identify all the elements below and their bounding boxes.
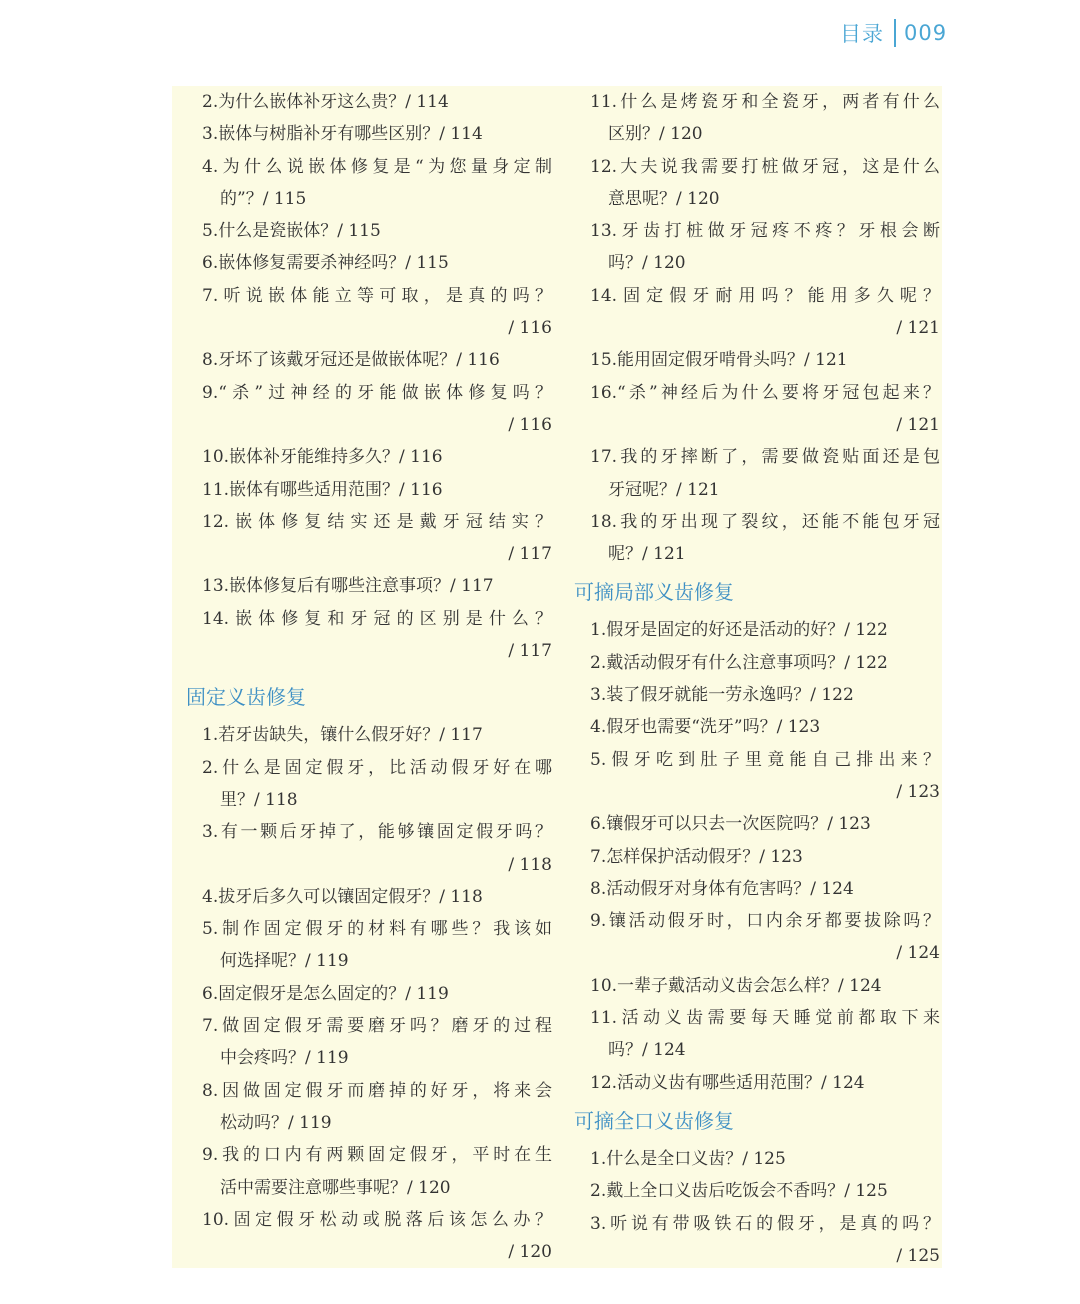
toc-entry-title: 12.大夫说我需要打桩做牙冠，这是什么 (590, 156, 940, 177)
toc-entry-title: 12.嵌体修复结实还是戴牙冠结实？ (202, 511, 552, 532)
toc-entry-title: 7.怎样保护活动假牙？/ 123 (590, 846, 803, 867)
toc-entry-title: 1.假牙是固定的好还是活动的好？/ 122 (590, 620, 888, 641)
toc-entry[interactable] (186, 603, 552, 668)
toc-entry-title: 18.我的牙出现了裂纹，还能不能包牙冠 (590, 511, 940, 532)
toc-entry[interactable] (186, 377, 552, 442)
toc-entry[interactable] (186, 913, 552, 978)
toc-entry-title: 1.什么是全口义齿？/ 125 (590, 1148, 786, 1169)
toc-entry[interactable] (186, 344, 552, 376)
toc-entry-title: 5.制作固定假牙的材料有哪些？我该如 (202, 919, 552, 940)
toc-entry-continuation: 吗？/ 120 (608, 253, 686, 274)
toc-entry-title: 13.牙齿打桩做牙冠疼不疼？牙根会断 (590, 221, 940, 242)
toc-entry-continuation: / 117 (508, 641, 552, 662)
toc-entry[interactable] (574, 215, 940, 280)
toc-entry-continuation: / 121 (896, 414, 940, 435)
toc-entry[interactable] (574, 344, 940, 376)
toc-entry-title: 3.嵌体与树脂补牙有哪些区别？/ 114 (202, 124, 483, 145)
toc-entry-continuation: / 121 (896, 318, 940, 339)
toc-entry[interactable] (574, 711, 940, 743)
toc-entry[interactable] (574, 86, 940, 151)
toc-entry[interactable] (574, 841, 940, 873)
toc-entry[interactable] (574, 873, 940, 905)
toc-entry[interactable] (186, 474, 552, 506)
toc-entry-continuation: / 116 (508, 414, 552, 435)
toc-entry[interactable] (186, 1204, 552, 1269)
toc-entry-title: 6.嵌体修复需要杀神经吗？/ 115 (202, 253, 449, 274)
section-heading-complete-denture: 可摘全口义齿修复 (574, 1108, 734, 1133)
toc-entry-title: 12.活动义齿有哪些适用范围？/ 124 (590, 1072, 865, 1093)
toc-entry-continuation: 区别？/ 120 (608, 124, 703, 145)
toc-entry-continuation: / 125 (896, 1245, 940, 1266)
toc-entry[interactable] (186, 86, 552, 118)
toc-entry-title: 5.假牙吃到肚子里竟能自己排出来？ (590, 749, 940, 770)
toc-entry-continuation: / 123 (896, 781, 940, 802)
toc-entry-title: 8.活动假牙对身体有危害吗？/ 124 (590, 878, 854, 899)
toc-entry-title: 11.什么是烤瓷牙和全瓷牙，两者有什么 (590, 92, 940, 112)
toc-entry-continuation: 的”？/ 115 (220, 188, 307, 209)
toc-list (574, 86, 940, 570)
toc-list (186, 86, 552, 667)
toc-entry-title: 6.固定假牙是怎么固定的？/ 119 (202, 983, 449, 1004)
toc-entry-title: 10.一辈子戴活动义齿会怎么样？/ 124 (590, 975, 882, 996)
toc-entry-title: 3.有一颗后牙掉了，能够镶固定假牙吗？ (202, 822, 552, 843)
toc-entry-continuation: 呢？/ 121 (608, 544, 686, 565)
header-section-title: 目录 (840, 22, 884, 46)
toc-entry-title: 2.戴活动假牙有什么注意事项吗？/ 122 (590, 652, 888, 673)
toc-entry-title: 15.能用固定假牙啃骨头吗？/ 121 (590, 350, 848, 371)
toc-entry[interactable] (574, 1067, 940, 1099)
toc-entry-continuation: 吗？/ 124 (608, 1040, 686, 1061)
toc-entry-continuation: 牙冠呢？/ 121 (608, 479, 720, 500)
toc-entry[interactable] (574, 744, 940, 809)
toc-list (186, 719, 552, 1268)
section-heading-fixed-denture: 固定义齿修复 (186, 685, 306, 710)
toc-entry-title: 11.活动义齿需要每天睡觉前都取下来 (590, 1008, 940, 1029)
toc-entry-title: 4.拔牙后多久可以镶固定假牙？/ 118 (202, 886, 483, 907)
toc-entry-continuation: / 117 (508, 544, 552, 565)
toc-entry[interactable] (574, 905, 940, 970)
toc-entry-title: 7.听说嵌体能立等可取，是真的吗？ (202, 285, 552, 306)
toc-entry-title: 4.假牙也需要“洗牙”吗？/ 123 (590, 717, 821, 738)
toc-entry-continuation: 松动吗？/ 119 (220, 1112, 332, 1133)
toc-entry[interactable] (574, 614, 940, 646)
toc-entry-continuation: 何选择呢？/ 119 (220, 951, 349, 972)
toc-entry-title: 3.听说有带吸铁石的假牙，是真的吗？ (590, 1213, 940, 1234)
toc-entry[interactable] (574, 280, 940, 345)
toc-entry-continuation: 里？/ 118 (220, 789, 298, 810)
toc-entry-title: 16.“杀”神经后为什么要将牙冠包起来？ (590, 382, 940, 403)
toc-entry-title: 4.为什么说嵌体修复是“为您量身定制 (202, 156, 552, 177)
toc-entry[interactable] (186, 1075, 552, 1140)
toc-entry[interactable] (574, 1175, 940, 1207)
toc-entry-title: 10.嵌体补牙能维持多久？/ 116 (202, 447, 443, 468)
toc-entry-title: 9.“杀”过神经的牙能做嵌体修复吗？ (202, 382, 552, 403)
toc-entry-continuation: / 116 (508, 318, 552, 339)
toc-entry-title: 13.嵌体修复后有哪些注意事项？/ 117 (202, 576, 494, 597)
toc-entry[interactable] (186, 151, 552, 216)
toc-entry[interactable] (574, 647, 940, 679)
toc-entry[interactable] (186, 441, 552, 473)
toc-entry[interactable] (186, 719, 552, 751)
header-page-number: 009 (904, 21, 948, 45)
toc-entry-continuation: 活中需要注意哪些事呢？/ 120 (220, 1177, 451, 1198)
toc-entry-title: 3.装了假牙就能一劳永逸吗？/ 122 (590, 685, 854, 706)
toc-entry-title: 14.固定假牙耐用吗？能用多久呢？ (590, 285, 940, 306)
toc-entry-continuation: 意思呢？/ 120 (608, 188, 720, 209)
toc-entry[interactable] (186, 1139, 552, 1204)
section-gap (186, 667, 552, 675)
toc-entry[interactable] (186, 118, 552, 150)
toc-entry-continuation: / 124 (896, 943, 940, 964)
toc-entry-title: 2.什么是固定假牙，比活动假牙好在哪 (202, 757, 552, 778)
toc-entry-title: 17.我的牙摔断了，需要做瓷贴面还是包 (590, 447, 940, 468)
toc-entry-continuation: / 120 (508, 1242, 552, 1263)
toc-entry-title: 8.牙坏了该戴牙冠还是做嵌体呢？/ 116 (202, 350, 500, 371)
toc-entry[interactable] (186, 816, 552, 881)
toc-entry-title: 2.戴上全口义齿后吃饭会不香吗？/ 125 (590, 1181, 888, 1202)
toc-entry-title: 10.固定假牙松动或脱落后该怎么办？ (202, 1209, 552, 1230)
toc-entry[interactable] (574, 1208, 940, 1273)
toc-list (574, 614, 940, 1098)
toc-entry[interactable] (186, 570, 552, 602)
toc-entry-title: 9.镶活动假牙时，口内余牙都要拔除吗？ (590, 911, 940, 932)
running-header (840, 18, 947, 48)
toc-entry-title: 11.嵌体有哪些适用范围？/ 116 (202, 479, 443, 500)
toc-entry-title: 7.做固定假牙需要磨牙吗？磨牙的过程 (202, 1016, 552, 1037)
toc-entry[interactable] (186, 280, 552, 345)
toc-entry-title: 5.什么是瓷嵌体？/ 115 (202, 221, 381, 242)
toc-entry-continuation: 中会疼吗？/ 119 (220, 1048, 349, 1069)
toc-entry[interactable] (574, 679, 940, 711)
toc-entry[interactable] (574, 970, 940, 1002)
toc-entry-title: 1.若牙齿缺失，镶什么假牙好？/ 117 (202, 725, 483, 746)
toc-entry[interactable] (574, 1002, 940, 1067)
toc-entry-title: 9.我的口内有两颗固定假牙，平时在生 (202, 1145, 552, 1166)
header-divider (894, 19, 896, 47)
toc-entry[interactable] (186, 215, 552, 247)
toc-entry[interactable] (186, 247, 552, 279)
toc-list (574, 1143, 940, 1272)
toc-entry[interactable] (574, 808, 940, 840)
toc-entry[interactable] (574, 151, 940, 216)
toc-entry-title: 2.为什么嵌体补牙这么贵？/ 114 (202, 92, 449, 112)
toc-entry[interactable] (574, 506, 940, 571)
toc-entry[interactable] (574, 441, 940, 506)
toc-entry-title: 6.镶假牙可以只去一次医院吗？/ 123 (590, 814, 871, 835)
toc-entry-title: 14.嵌体修复和牙冠的区别是什么？ (202, 608, 552, 629)
toc-left-column (186, 86, 552, 1268)
toc-entry[interactable] (186, 1010, 552, 1075)
toc-entry[interactable] (574, 377, 940, 442)
toc-entry-title: 8.因做固定假牙而磨掉的好牙，将来会 (202, 1080, 552, 1101)
toc-entry[interactable] (186, 506, 552, 571)
toc-entry[interactable] (186, 881, 552, 913)
toc-entry[interactable] (186, 752, 552, 817)
section-heading-removable-partial-denture: 可摘局部义齿修复 (574, 580, 734, 605)
toc-entry-continuation: / 118 (508, 854, 552, 875)
toc-entry[interactable] (186, 978, 552, 1010)
toc-right-column (574, 86, 940, 1272)
toc-entry[interactable] (574, 1143, 940, 1175)
